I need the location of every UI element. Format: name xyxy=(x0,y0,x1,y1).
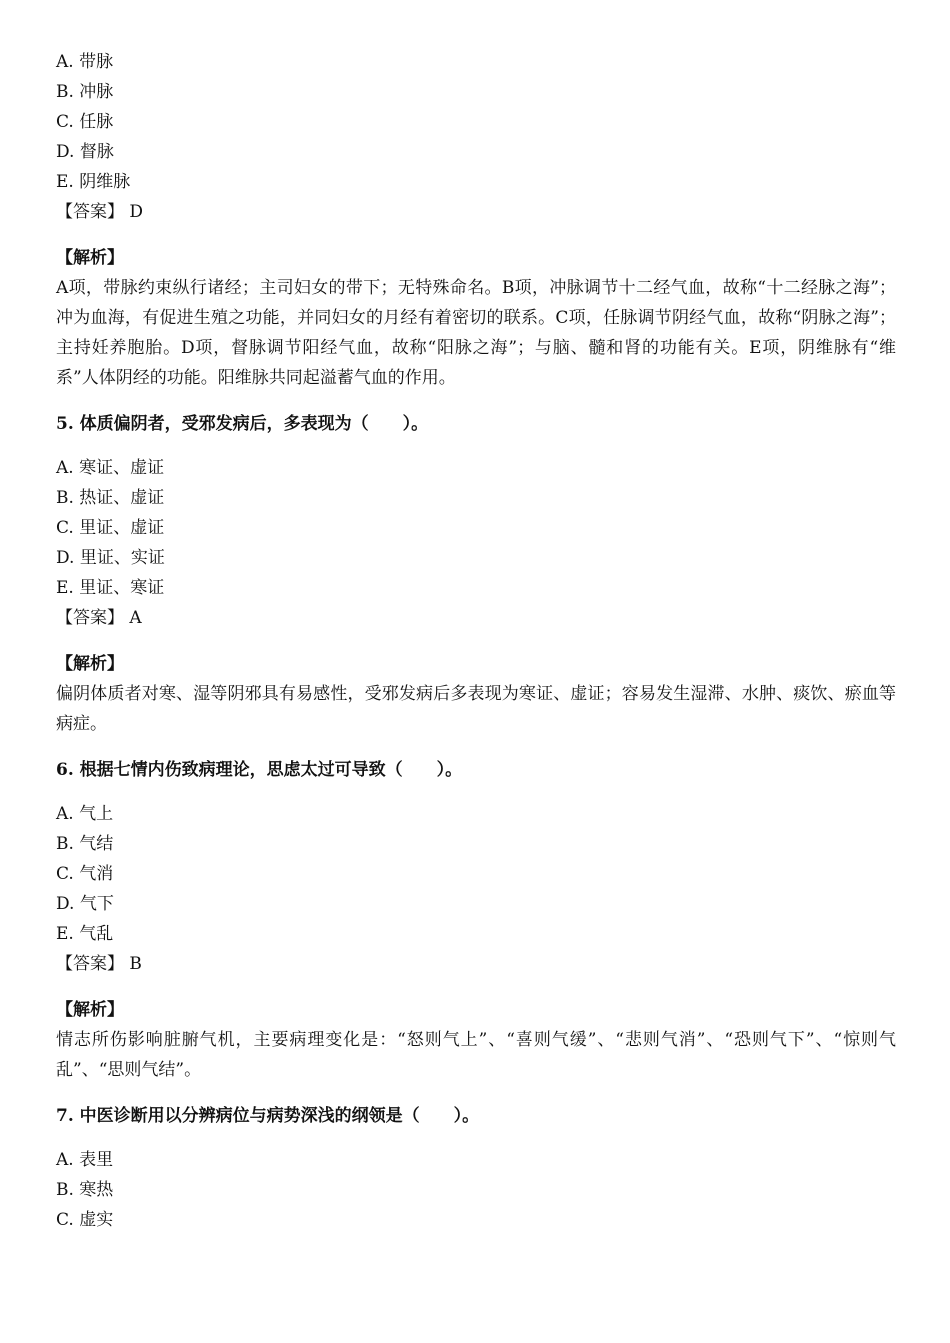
option-c: C. 气消 xyxy=(56,864,114,884)
option-e: E. 里证、寒证 xyxy=(56,578,165,598)
question-title: 7. 中医诊断用以分辨病位与病势深浅的纲领是（ ）。 xyxy=(56,1106,480,1126)
option-d: D. 气下 xyxy=(56,894,114,914)
option-b: B. 冲脉 xyxy=(56,82,114,102)
option-b: B. 寒热 xyxy=(56,1180,114,1200)
option-c: C. 任脉 xyxy=(56,112,114,132)
option-a: A. 气上 xyxy=(56,804,114,824)
option-b: B. 气结 xyxy=(56,834,114,854)
analysis-text: 情志所伤影响脏腑气机，主要病理变化是：“怒则气上”、“喜则气缓”、“悲则气消”、“恐则气下”、“惊则气乱”、“思则气结”。 xyxy=(56,1030,896,1080)
option-d: D. 里证、实证 xyxy=(56,548,165,568)
option-a: A. 带脉 xyxy=(56,52,114,72)
option-d: D. 督脉 xyxy=(56,142,114,162)
analysis-label: 【解析】 xyxy=(56,654,124,674)
analysis-label: 【解析】 xyxy=(56,1000,124,1020)
option-e: E. 阴维脉 xyxy=(56,172,131,192)
exam-page xyxy=(56,47,896,1235)
question-title: 5. 体质偏阴者，受邪发病后，多表现为（ ）。 xyxy=(56,414,429,434)
answer: 【答案】 B xyxy=(56,954,142,974)
analysis-text: A项，带脉约束纵行诸经；主司妇女的带下；无特殊命名。B项，冲脉调节十二经气血，故称“十二经脉之海”；冲为血海，有促进生殖之功能，并同妇女的月经有着密切的联系。C项，任脉调节阴经气血，故称“阴脉之海”；主持妊养胞胎。D项，督脉调节阳经气血，故称“阳脉之海”；与脑、髓和肾的功能有关。E项，阴维脉有“维系”人体阴经的功能。阳维脉共同起溢蓄气血的作用。 xyxy=(56,278,896,388)
question-title: 6. 根据七情内伤致病理论，思虑太过可导致（ ）。 xyxy=(56,760,463,780)
option-e: E. 气乱 xyxy=(56,924,114,944)
answer: 【答案】 D xyxy=(56,202,144,222)
answer: 【答案】 A xyxy=(56,608,142,628)
question-block-5 xyxy=(56,409,896,739)
option-b: B. 热证、虚证 xyxy=(56,488,165,508)
option-a: A. 表里 xyxy=(56,1150,114,1170)
question-block-6 xyxy=(56,755,896,1085)
option-c: C. 里证、虚证 xyxy=(56,518,165,538)
question-block-7 xyxy=(56,1101,896,1235)
analysis-label: 【解析】 xyxy=(56,248,124,268)
option-a: A. 寒证、虚证 xyxy=(56,458,165,478)
option-c: C. 虚实 xyxy=(56,1210,114,1230)
analysis-text: 偏阴体质者对寒、湿等阴邪具有易感性，受邪发病后多表现为寒证、虚证；容易发生湿滞、水肿、痰饮、瘀血等病症。 xyxy=(56,684,896,734)
question-block-4 xyxy=(56,47,896,393)
